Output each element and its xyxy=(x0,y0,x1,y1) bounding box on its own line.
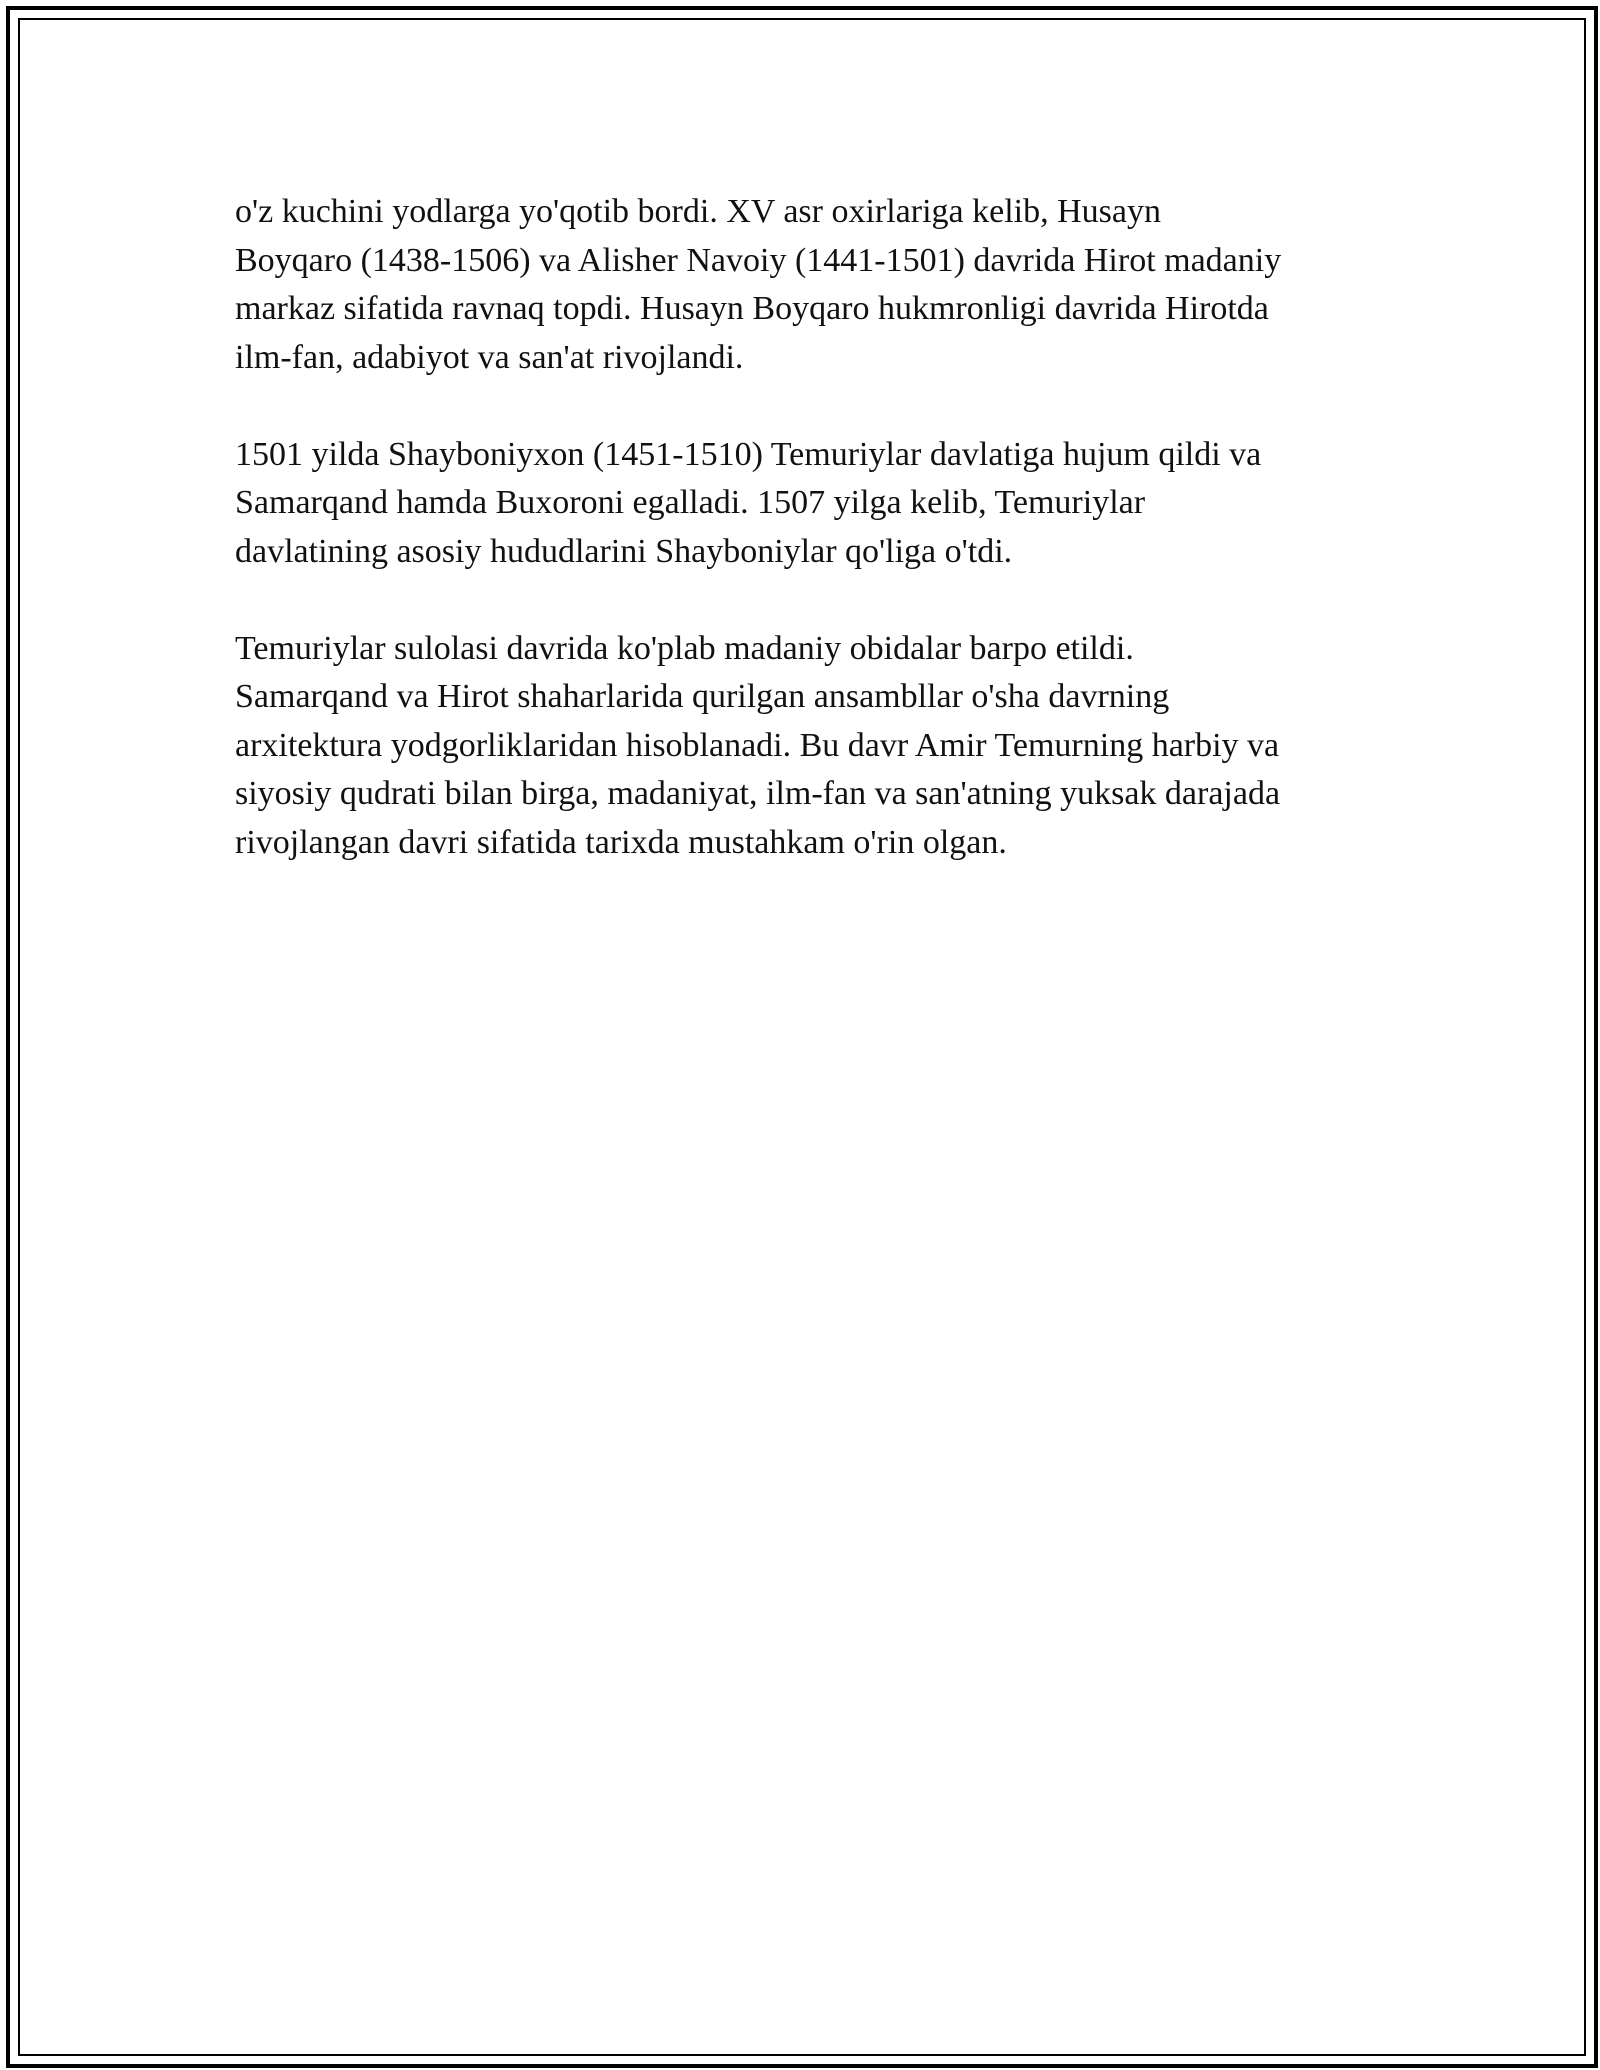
text-line: davlatining asosiy hududlarini Shayboniylar qo'liga o'tdi. xyxy=(235,532,1013,570)
document-body xyxy=(235,188,1385,916)
text-line: o'z kuchini yodlarga yo'qotib bordi. XV asr oxirlariga kelib, Husayn xyxy=(235,193,1161,230)
text-line: Temuriylar sulolasi davrida ko'plab madaniy obidalar barpo etildi. xyxy=(235,629,1134,667)
text-line: ilm-fan, adabiyot va san'at rivojlandi. xyxy=(235,338,744,376)
paragraph-herat-culture xyxy=(235,188,1385,382)
text-line: arxitektura yodgorliklaridan hisoblanadi. Bu davr Amir Temurning harbiy va xyxy=(235,726,1280,764)
text-line: Samarqand hamda Buxoroni egalladi. 1507 yilga kelib, Temuriylar xyxy=(235,484,1146,521)
paragraph-timurid-legacy xyxy=(235,625,1385,868)
text-line: 1501 yilda Shayboniyxon (1451-1510) Temuriylar davlatiga hujum qildi va xyxy=(235,435,1262,473)
text-line: Samarqand va Hirot shaharlarida qurilgan ansambllar o'sha davrning xyxy=(235,678,1170,715)
text-line: siyosiy qudrati bilan birga, madaniyat, ilm-fan va san'atning yuksak darajada xyxy=(235,775,1281,812)
text-line: markaz sifatida ravnaq topdi. Husayn Boyqaro hukmronligi davrida Hirotda xyxy=(235,290,1269,327)
text-line: Boyqaro (1438-1506) va Alisher Navoiy (1441-1501) davrida Hirot madaniy xyxy=(235,241,1282,279)
paragraph-shaybanid-conquest xyxy=(235,431,1385,577)
text-line: rivojlangan davri sifatida tarixda mustahkam o'rin olgan. xyxy=(235,823,1007,861)
